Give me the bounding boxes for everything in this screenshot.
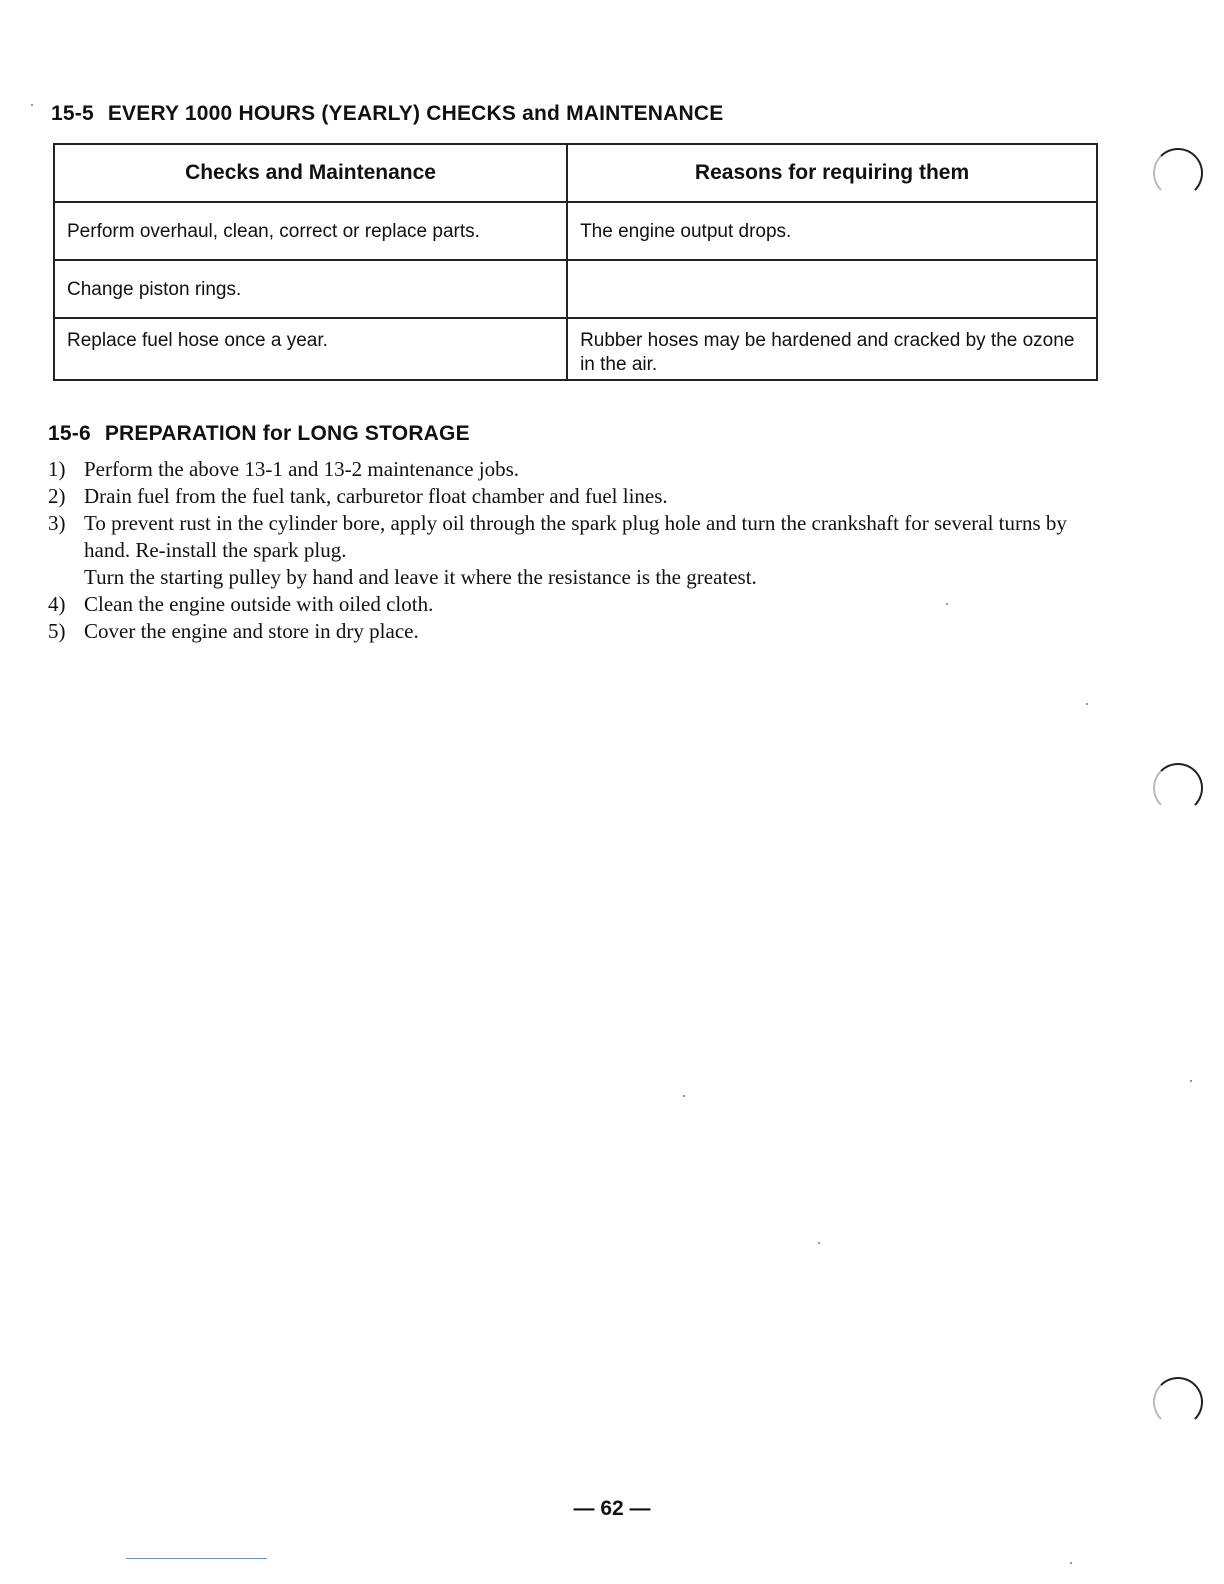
list-item <box>48 483 1118 510</box>
section-number: 15-6 <box>48 422 91 445</box>
scan-speck <box>1190 1080 1192 1082</box>
scan-speck <box>31 104 33 106</box>
list-item-text: Drain fuel from the fuel tank, carburetor float chamber and fuel lines. <box>84 484 668 508</box>
list-marker: 1) <box>48 457 66 481</box>
storage-steps-list <box>48 456 1118 645</box>
table-row <box>54 318 1097 380</box>
list-item <box>48 510 1118 591</box>
page-number: — 62 — <box>573 1497 651 1520</box>
list-marker: 5) <box>48 619 66 643</box>
scan-speck <box>1086 703 1088 705</box>
table-cell: Replace fuel hose once a year. <box>54 318 567 380</box>
list-item <box>48 591 1118 618</box>
footer-divider <box>126 1558 267 1559</box>
section-15-5-heading <box>51 102 723 126</box>
column-header-reasons: Reasons for requiring them <box>567 144 1097 202</box>
list-item <box>48 618 1118 645</box>
table-cell: Rubber hoses may be hardened and cracked by the ozone in the air. <box>567 318 1097 380</box>
table-row <box>54 260 1097 318</box>
list-item-text: Perform the above 13-1 and 13-2 maintenance jobs. <box>84 457 520 481</box>
binder-hole-icon <box>1153 1377 1203 1427</box>
scan-speck <box>818 1242 820 1244</box>
table-cell <box>567 260 1097 318</box>
section-title: PREPARATION for LONG STORAGE <box>104 422 470 445</box>
binder-hole-icon <box>1153 763 1203 813</box>
table-cell: The engine output drops. <box>567 202 1097 260</box>
list-item-continuation: Turn the starting pulley by hand and leave it where the resistance is the greatest. <box>84 565 757 589</box>
list-item-text: Clean the engine outside with oiled cloth. <box>84 592 434 616</box>
section-title: EVERY 1000 HOURS (YEARLY) CHECKS and MAINTENANCE <box>107 102 724 125</box>
list-item-text: To prevent rust in the cylinder bore, apply oil through the spark plug hole and turn the crankshaft for several turns by hand. Re-install the spark plug. <box>84 511 1067 562</box>
list-item-text: Cover the engine and store in dry place. <box>84 619 419 643</box>
table-row <box>54 202 1097 260</box>
section-15-6-heading <box>48 422 470 446</box>
list-marker: 3) <box>48 511 66 535</box>
scan-speck <box>683 1095 685 1097</box>
table-header-row <box>54 144 1097 202</box>
scan-speck <box>946 603 948 605</box>
list-marker: 2) <box>48 484 66 508</box>
list-marker: 4) <box>48 592 66 616</box>
table-cell: Perform overhaul, clean, correct or replace parts. <box>54 202 567 260</box>
maintenance-table <box>53 143 1098 381</box>
table-cell: Change piston rings. <box>54 260 567 318</box>
list-item <box>48 456 1118 483</box>
section-number: 15-5 <box>51 102 94 125</box>
scan-speck <box>1070 1562 1072 1564</box>
column-header-checks: Checks and Maintenance <box>54 144 567 202</box>
binder-hole-icon <box>1153 148 1203 198</box>
